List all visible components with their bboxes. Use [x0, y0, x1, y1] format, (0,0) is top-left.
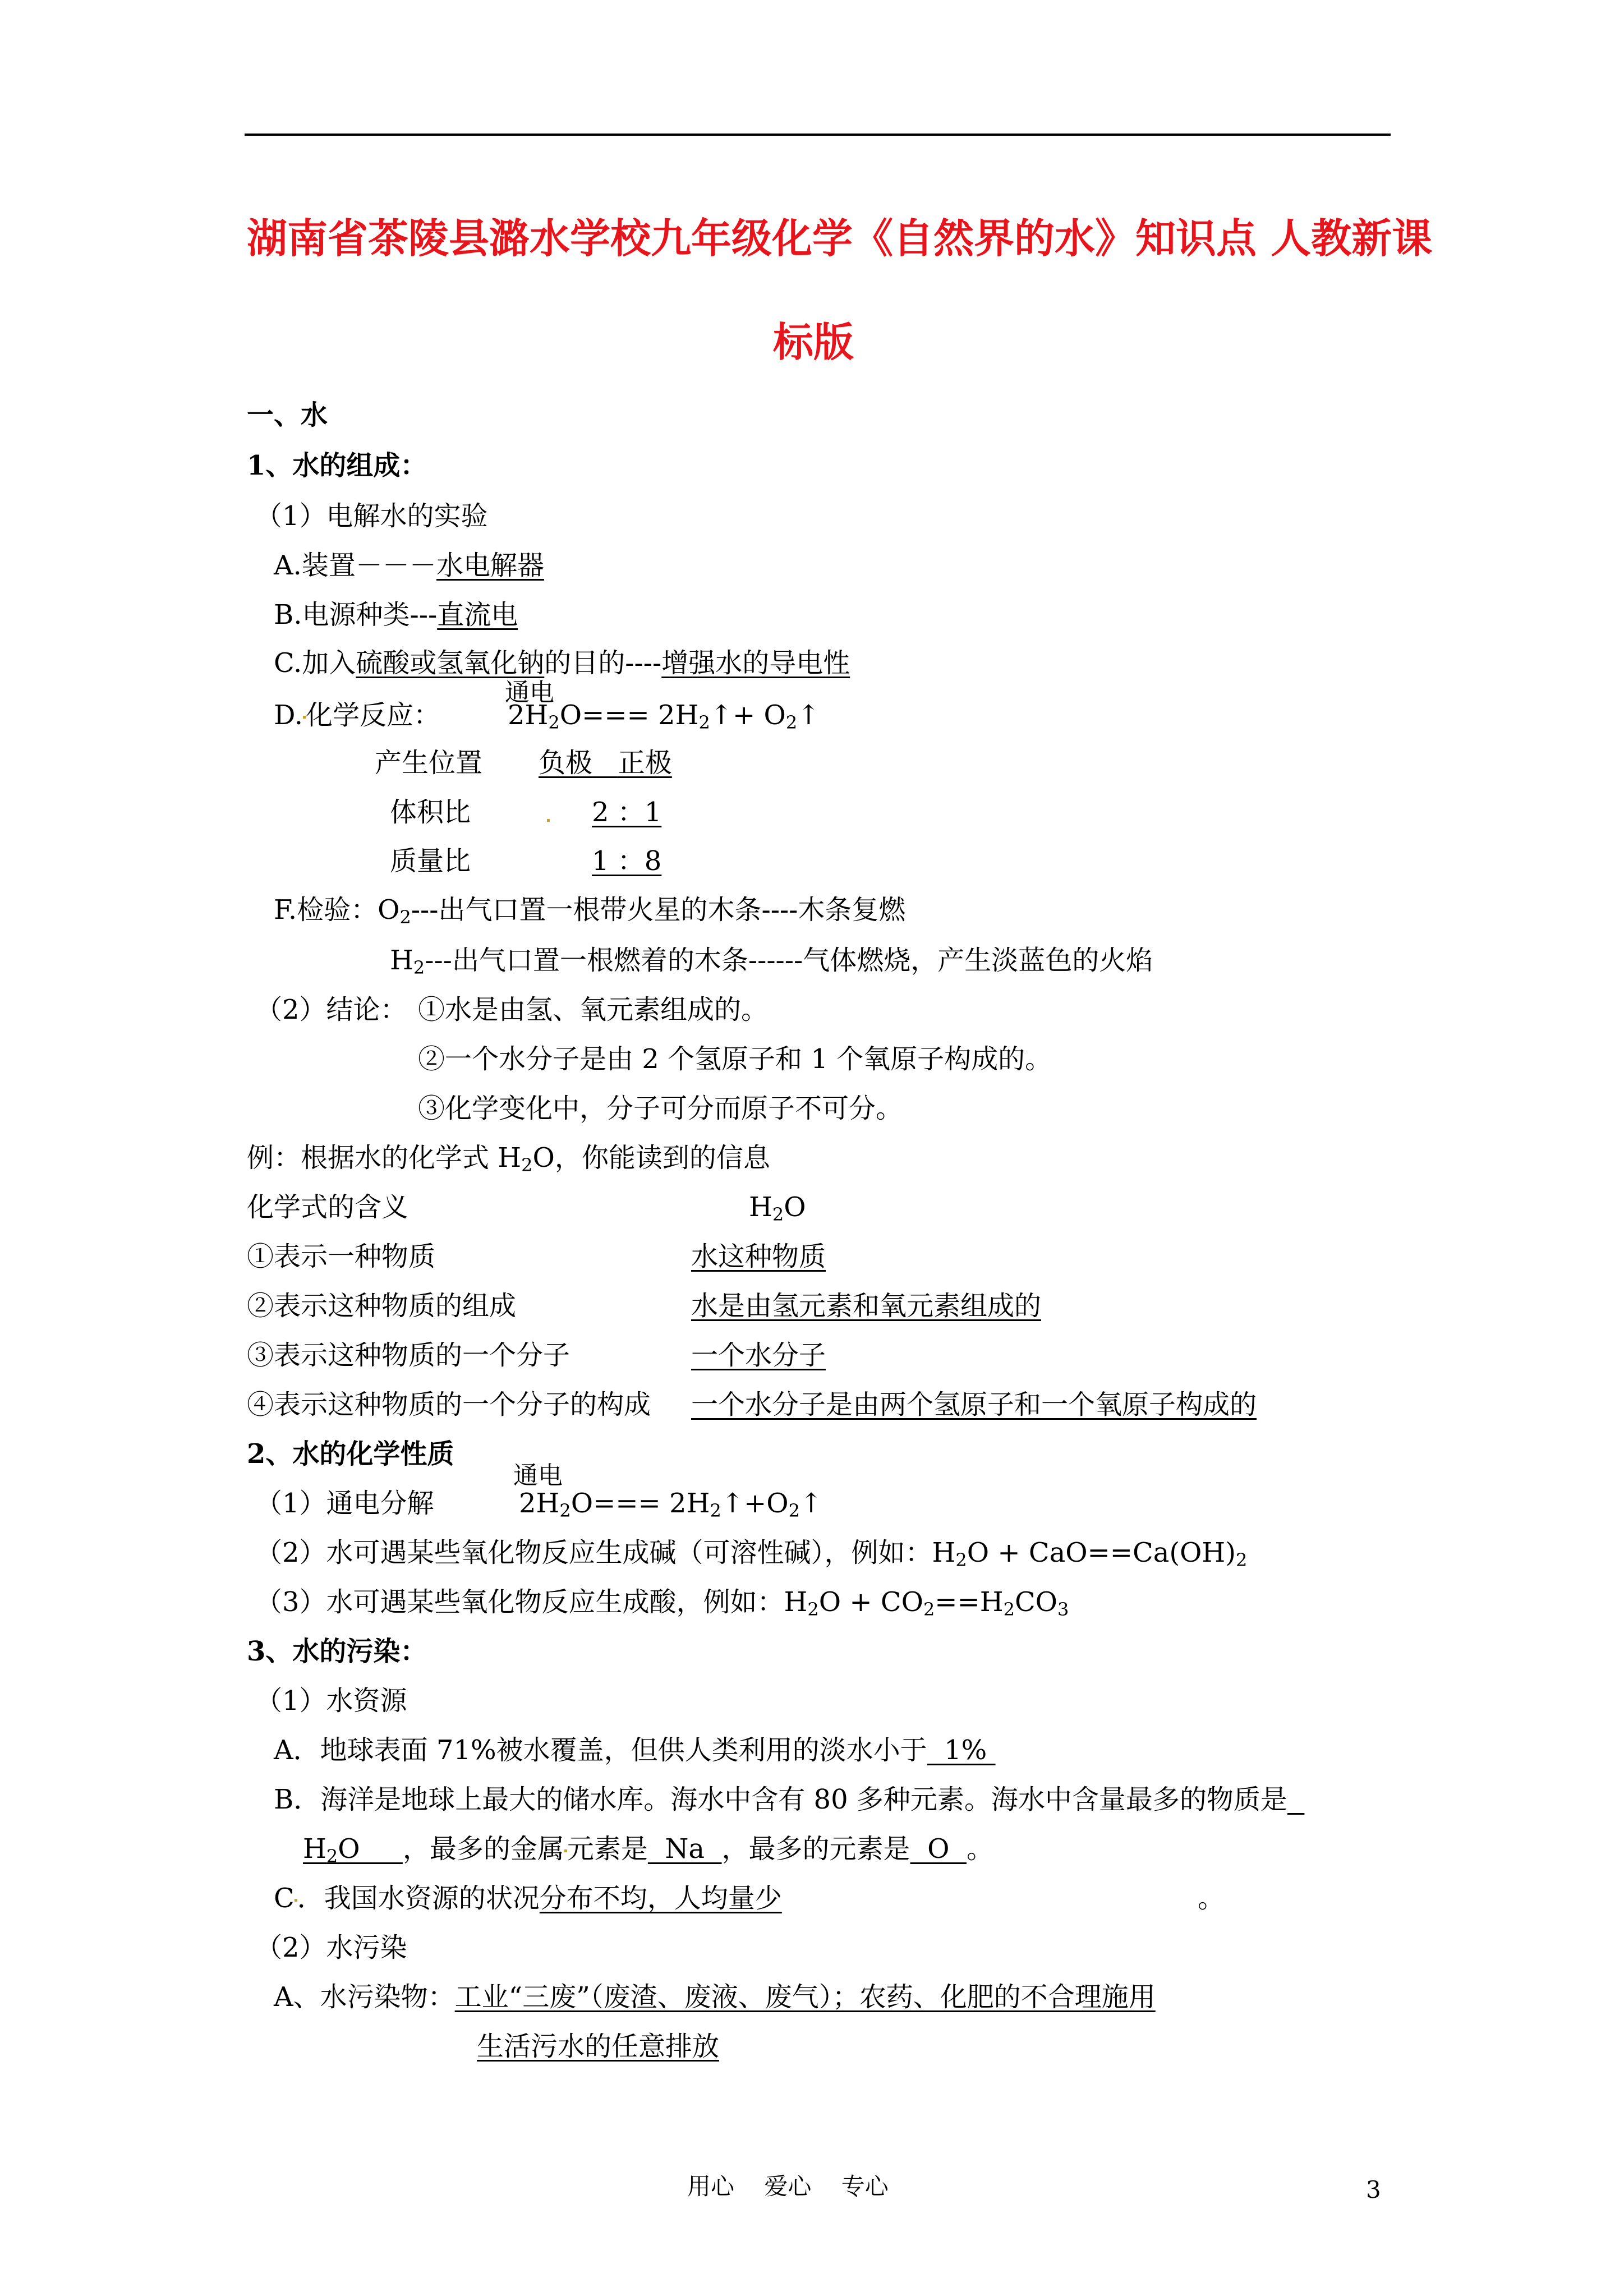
- table-header-left: 化学式的含义: [247, 1191, 409, 1223]
- conclusion-2: ②一个水分子是由 2 个氢原子和 1 个氧原子构成的。: [418, 1043, 1052, 1075]
- item-b: B.电源种类---直流电: [274, 599, 518, 631]
- reaction-condition: 通电: [505, 678, 554, 707]
- item-c: C.加入硫酸或氢氧化钠的目的----增强水的导电性: [274, 647, 850, 679]
- electrolysis-label: （1）通电分解: [255, 1488, 434, 1519]
- table-header-formula: $H_2O$: [749, 1191, 806, 1225]
- test-o2: F.检验：$O_2---$出气口置一根带火星的木条----木条复燃: [274, 894, 906, 928]
- paragraph: （2）水污染: [255, 1932, 407, 1963]
- doc-title-line2: 标版: [773, 318, 854, 366]
- table-row-left: ②表示这种物质的组成: [247, 1290, 517, 1322]
- equation: $2H_2O===$ $2H_2↑+O_2↑$: [519, 1488, 823, 1521]
- table-row-right: 水是由氢元素和氧元素组成的: [691, 1290, 1042, 1322]
- conclusion-3: ③化学变化中，分子可分而原子不可分。: [418, 1093, 903, 1124]
- section-heading: 一、水: [247, 399, 328, 431]
- header-rule: [245, 134, 1391, 136]
- period-mark: 。: [1198, 1883, 1225, 1914]
- pollutants: A、水污染物：工业“三废”（废渣、废液、废气）；农药、化肥的不合理施用: [274, 1981, 1156, 2013]
- pollutants-cont: 生活污水的任意排放: [477, 2031, 720, 2062]
- mass-value: 1 ：8: [592, 845, 662, 877]
- page-number: 3: [1366, 2176, 1381, 2203]
- footer-motto: 用心 爱心 专心: [687, 2173, 889, 2200]
- conclusion-label: （2）结论：: [255, 994, 407, 1025]
- mass-label: 质量比: [390, 845, 471, 877]
- item-d: D. 化学反应：: [274, 700, 441, 731]
- resource-a: A．地球表面 71%被水覆盖，但供人类利用的淡水小于 1%: [274, 1734, 996, 1766]
- conclusion-1: ①水是由氢、氧元素组成的。: [418, 994, 769, 1025]
- paragraph: （1）水资源: [255, 1685, 407, 1717]
- reaction-condition: 通电: [513, 1461, 563, 1490]
- equation: $2H_2O===$ $2H_2↑+$ $O_2↑$: [508, 700, 820, 733]
- position-label: 产生位置: [375, 747, 483, 779]
- resource-c: C ．我国水资源的状况分布不均，人均量少: [274, 1883, 782, 1914]
- subsection-heading: 2、水的化学性质: [247, 1438, 454, 1470]
- table-row-left: ③表示这种物质的一个分子: [247, 1340, 571, 1371]
- property-base: （2）水可遇某些氧化物反应生成碱（可溶性碱），例如：$H_2O + CaO==Ca(OH)_2$: [255, 1537, 1248, 1571]
- subsection-heading: 3、水的污染：: [247, 1636, 427, 1667]
- item-a: A.装置－－－水电解器: [274, 550, 544, 581]
- table-row-left: ①表示一种物质: [247, 1241, 436, 1272]
- subsection-heading: 1、水的组成：: [247, 450, 427, 481]
- table-row-left: ④表示这种物质的一个分子的构成: [247, 1389, 651, 1420]
- table-row-right: 水这种物质: [691, 1241, 826, 1272]
- resource-b: B．海洋是地球上最大的储水库。海水中含有 80 多种元素。海水中含量最多的物质是: [274, 1784, 1287, 1815]
- table-row-right: 一个水分子: [691, 1340, 826, 1371]
- paragraph: （1）电解水的实验: [255, 500, 488, 532]
- table-row-right: 一个水分子是由两个氢原子和一个氧原子构成的: [691, 1389, 1257, 1420]
- test-h2: $H_2---$出气口置一根燃着的木条------气体燃烧，产生淡蓝色的火焰: [390, 945, 1153, 978]
- resource-b-cont: $H_2O$ ，最多的金属 元素是 Na ，最多的元素是 O 。: [303, 1833, 993, 1867]
- volume-value: 2 ：1: [592, 797, 662, 828]
- volume-label: 体积比: [390, 797, 471, 828]
- doc-title-line1: 湖南省茶陵县潞水学校九年级化学《自然界的水》知识点 人教新课: [247, 214, 1433, 262]
- property-acid: （3）水可遇某些氧化物反应生成酸，例如：$H_2O + CO_2==H_2CO_3$: [255, 1586, 1069, 1620]
- example-prompt: 例：根据水的化学式 $H_2O$，你能读到的信息: [247, 1142, 770, 1176]
- position-value: 负极 正极: [539, 747, 672, 779]
- marker-dot: [547, 815, 550, 825]
